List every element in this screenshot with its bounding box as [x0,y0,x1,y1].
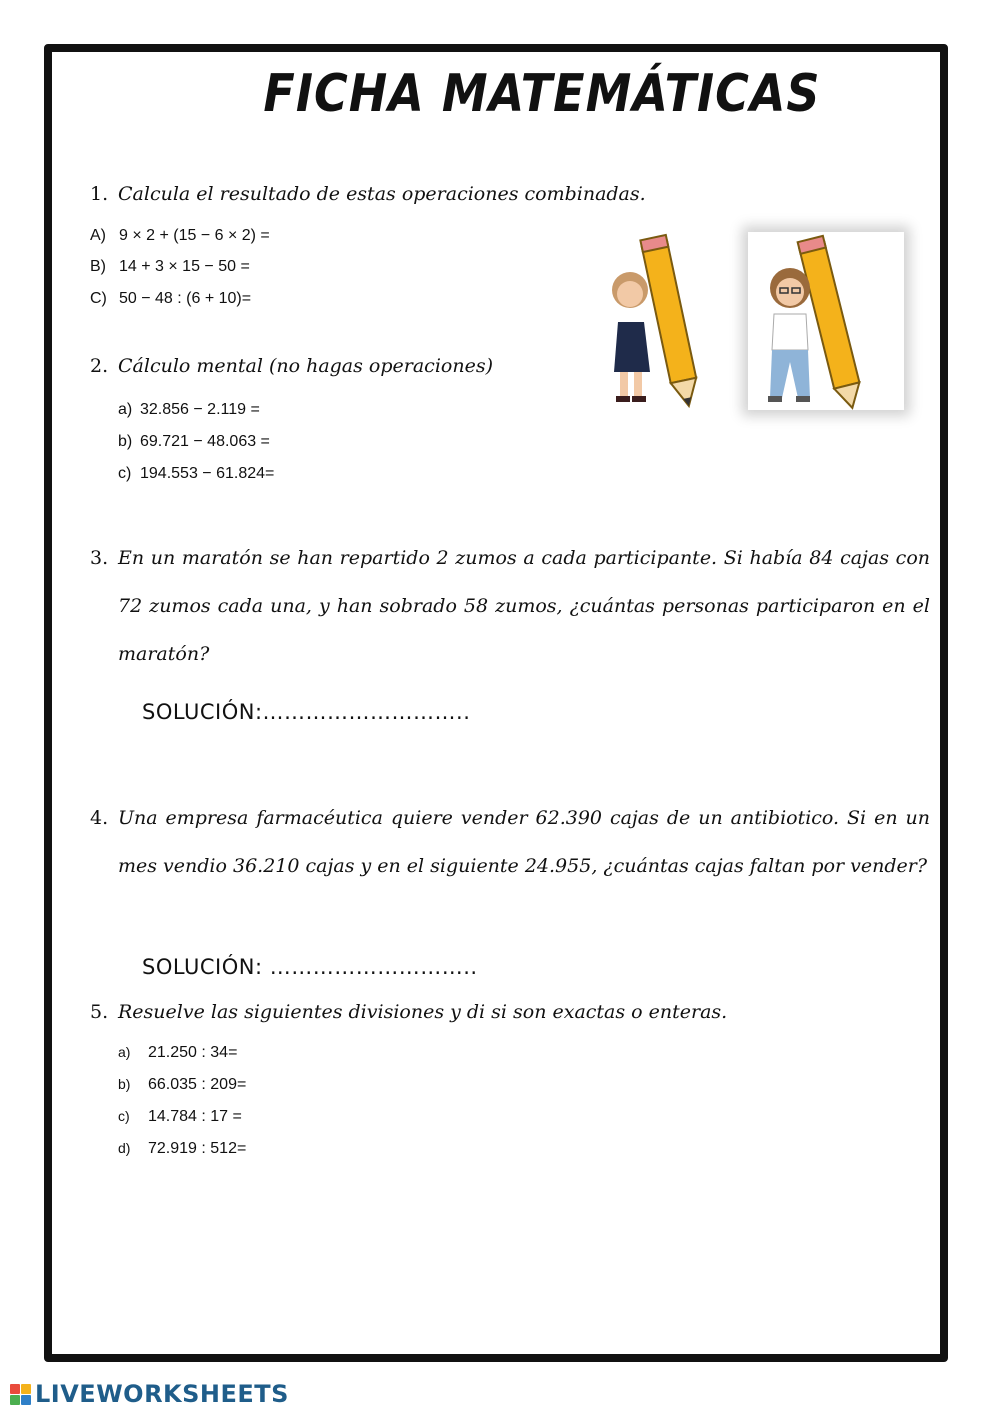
q2-item-c-label: c) [118,465,132,482]
question-2-text: Cálculo mental (no hagas operaciones) [118,355,493,377]
question-5-number: 5. [90,1001,109,1023]
q2-item-b-expr: 69.721 − 48.063 = [140,433,270,450]
question-3-text: En un maratón se han repartido 2 zumos a cada participante. Si había 84 cajas con 72 zumos cada una, y han sobrado 58 zumos, ¿cuántas personas participaron en el maratón? [118,547,930,665]
question-1-number: 1. [90,183,109,205]
q5-item-a-expr: 21.250 : 34= [148,1044,238,1061]
q5-item-d-expr: 72.919 : 512= [148,1140,247,1157]
teacher-with-pencil-illustration-2 [748,232,904,410]
footer-brand[interactable] [10,1380,289,1408]
question-3 [90,534,930,678]
q2-item-a-label: a) [118,401,133,418]
q5-item-c-label: c) [118,1108,130,1124]
q5-item-d [118,1140,246,1158]
teacher-with-pencil-illustration-2-frame [748,232,904,410]
q2-item-c [118,465,274,483]
q1-item-a [90,227,270,245]
q1-item-c [90,290,251,308]
q1-item-a-expr: 9 × 2 + (15 − 6 × 2) = [119,227,270,244]
teacher-with-pencil-illustration-1 [600,232,730,410]
footer-brand-text: LIVEWORKSHEETS [35,1380,289,1408]
q1-item-b [90,258,250,276]
q2-item-a-expr: 32.856 − 2.119 = [140,401,260,418]
question-5-heading [90,1001,727,1023]
q5-item-a [118,1044,237,1062]
question-3-solution-line: SOLUCIÓN:……………………….. [142,700,471,724]
question-4-solution-line: SOLUCIÓN: ……………………….. [142,955,478,979]
q1-item-c-expr: 50 − 48 : (6 + 10)= [119,290,252,307]
question-2-heading [90,355,493,377]
page-title: FICHA MATEMÁTICAS [263,62,821,124]
question-3-number: 3. [90,547,109,569]
question-4-number: 4. [90,807,109,829]
q5-item-d-label: d) [118,1140,131,1156]
question-2-number: 2. [90,355,109,377]
question-1-text: Calcula el resultado de estas operaciones combinadas. [118,183,646,205]
q5-item-c-expr: 14.784 : 17 = [148,1108,242,1125]
question-1-heading [90,183,646,205]
q1-item-c-label: C) [90,290,107,307]
q5-item-b-label: b) [118,1076,131,1092]
q5-item-a-label: a) [118,1044,131,1060]
q2-item-b-label: b) [118,433,133,450]
q1-item-b-expr: 14 + 3 × 15 − 50 = [119,258,250,275]
q5-item-b [118,1076,246,1094]
q1-item-b-label: B) [90,258,106,275]
q2-item-a [118,401,260,419]
q2-item-c-expr: 194.553 − 61.824= [140,465,275,482]
q5-item-c [118,1108,242,1126]
question-4 [90,794,930,890]
q1-item-a-label: A) [90,227,106,244]
question-4-text: Una empresa farmacéutica quiere vender 62.390 cajas de un antibiotico. Si en un mes vendio 36.210 cajas y en el siguiente 24.955, ¿cuántas cajas faltan por vender? [118,807,930,877]
q2-item-b [118,433,270,451]
liveworksheets-logo-icon [10,1384,31,1405]
q5-item-b-expr: 66.035 : 209= [148,1076,247,1093]
question-5-text: Resuelve las siguientes divisiones y di si son exactas o enteras. [118,1001,728,1023]
